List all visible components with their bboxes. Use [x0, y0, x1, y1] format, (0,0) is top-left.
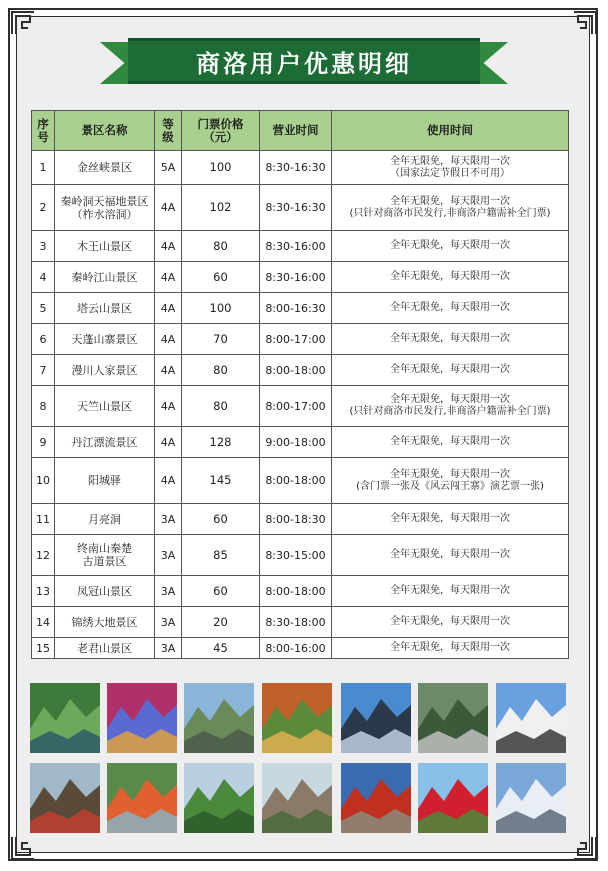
scenery-photo	[107, 763, 177, 833]
cell-grade-text: 3A	[160, 584, 176, 598]
cell-price	[182, 293, 260, 324]
photo-image	[107, 763, 177, 833]
cell-no-text: 6	[39, 332, 47, 346]
header-no: 序 号	[32, 111, 55, 151]
cell-use	[332, 535, 569, 576]
table-body	[32, 151, 569, 659]
table-row	[32, 427, 569, 458]
cell-no	[32, 607, 55, 638]
cell-hours-text: 8:30-16:00	[265, 239, 326, 253]
cell-no	[32, 427, 55, 458]
cell-no-text: 13	[36, 584, 50, 598]
cell-no-text: 11	[36, 512, 50, 526]
cell-use-text: (只针对商洛市民发行,非商洛户籍需补全门票)	[349, 406, 551, 417]
cell-use	[332, 185, 569, 231]
cell-hours-text: 8:00-18:00	[265, 584, 326, 598]
cell-grade	[155, 576, 182, 607]
table-row	[32, 355, 569, 386]
cell-use-text: 全年无限免，每天限用一次	[390, 585, 510, 596]
cell-price	[182, 427, 260, 458]
cell-grade	[155, 324, 182, 355]
cell-use-text: 全年无限免，每天限用一次	[390, 468, 510, 480]
cell-grade-text: 4A	[160, 239, 176, 253]
cell-use	[332, 576, 569, 607]
scenery-photo	[341, 763, 411, 833]
cell-no-text: 7	[39, 363, 47, 377]
table-header-row	[32, 111, 569, 151]
cell-no-text: 8	[39, 399, 47, 413]
cell-use	[332, 504, 569, 535]
cell-no	[32, 458, 55, 504]
cell-price-text: 60	[213, 511, 228, 526]
cell-use	[332, 324, 569, 355]
cell-use-text: （国家法定节假日不可用）	[390, 167, 510, 179]
cell-name	[55, 576, 155, 607]
cell-use-text: 全年无限免，每天限用一次	[390, 333, 510, 344]
photo-image	[30, 683, 100, 753]
cell-use-text: (只针对商洛市民发行,非商洛户籍需补全门票)	[349, 207, 551, 219]
cell-use-text: 全年无限免，每天限用一次	[390, 616, 510, 627]
cell-grade	[155, 535, 182, 576]
cell-grade	[155, 185, 182, 231]
cell-no-text: 1	[39, 161, 47, 174]
table-row	[32, 324, 569, 355]
cell-price	[182, 386, 260, 427]
cell-hours	[260, 324, 332, 355]
scenery-photo	[341, 683, 411, 753]
cell-price	[182, 607, 260, 638]
cell-name-text: 凤冠山景区	[77, 584, 132, 598]
cell-hours-text: 8:00-16:30	[265, 301, 326, 315]
cell-name-text: 塔云山景区	[77, 301, 132, 315]
cell-grade-text: 4A	[160, 201, 176, 214]
header-grade: 等 级	[155, 111, 182, 151]
cell-grade-text: 4A	[160, 301, 176, 315]
cell-no	[32, 231, 55, 262]
table-row	[32, 231, 569, 262]
scenery-photo	[418, 683, 488, 753]
table-row	[32, 151, 569, 185]
cell-grade	[155, 262, 182, 293]
cell-name-text: 天竺山景区	[77, 399, 132, 413]
cell-price	[182, 576, 260, 607]
cell-name	[55, 638, 155, 659]
photo-image	[184, 683, 254, 753]
cell-use	[332, 427, 569, 458]
photo-image	[496, 763, 566, 833]
cell-no	[32, 504, 55, 535]
table-row	[32, 576, 569, 607]
cell-use-text: 全年无限免，每天限用一次	[390, 195, 510, 207]
cell-use	[332, 293, 569, 324]
cell-price-text: 145	[209, 473, 232, 487]
cell-no	[32, 293, 55, 324]
cell-name-text: 金丝峡景区	[77, 161, 132, 174]
cell-hours	[260, 607, 332, 638]
cell-price-text: 80	[213, 362, 228, 377]
cell-no	[32, 638, 55, 659]
cell-price	[182, 231, 260, 262]
cell-no-text: 10	[36, 474, 50, 487]
table-row	[32, 504, 569, 535]
cell-hours-text: 8:30-16:00	[265, 270, 326, 284]
cell-use-text: 全年无限免，每天限用一次	[390, 549, 510, 560]
table-row	[32, 638, 569, 659]
scenery-photo	[262, 763, 332, 833]
cell-hours	[260, 504, 332, 535]
scenery-photo	[30, 763, 100, 833]
cell-name	[55, 262, 155, 293]
cell-price-text: 85	[213, 547, 228, 562]
cell-price	[182, 262, 260, 293]
cell-no	[32, 386, 55, 427]
header-use: 使用时间	[332, 111, 569, 151]
cell-grade-text: 4A	[160, 474, 176, 487]
cell-grade	[155, 355, 182, 386]
cell-use	[332, 607, 569, 638]
cell-name-text: 老君山景区	[77, 641, 132, 655]
table-row	[32, 262, 569, 293]
cell-no	[32, 576, 55, 607]
cell-hours	[260, 458, 332, 504]
cell-grade	[155, 427, 182, 458]
cell-use-text: 全年无限免，每天限用一次	[390, 436, 510, 447]
photo-image	[496, 683, 566, 753]
scenery-photo	[496, 763, 566, 833]
cell-hours	[260, 151, 332, 185]
cell-no	[32, 262, 55, 293]
cell-grade-text: 4A	[160, 399, 176, 413]
photo-image	[262, 683, 332, 753]
cell-price-text: 45	[213, 640, 228, 655]
cell-no-text: 2	[39, 201, 47, 214]
corner-ornament-icon	[10, 835, 36, 861]
cell-price-text: 100	[209, 300, 232, 315]
cell-grade-text: 4A	[160, 435, 176, 449]
cell-grade	[155, 607, 182, 638]
cell-name-text: 阳城驿	[88, 474, 121, 487]
scenery-photo	[262, 683, 332, 753]
cell-name-text: 秦岭江山景区	[71, 270, 138, 284]
cell-price-text: 100	[209, 160, 232, 174]
cell-no	[32, 324, 55, 355]
cell-name-text: （柞水溶洞）	[71, 207, 138, 221]
cell-price-text: 20	[213, 614, 228, 629]
cell-hours-text: 8:00-18:30	[265, 512, 326, 526]
cell-use	[332, 638, 569, 659]
header-name: 景区名称	[55, 111, 155, 151]
photo-image	[107, 683, 177, 753]
cell-name-text: 月亮洞	[88, 512, 121, 526]
scenery-photo	[30, 683, 100, 753]
cell-name	[55, 324, 155, 355]
cell-grade	[155, 458, 182, 504]
cell-no-text: 5	[39, 301, 47, 315]
table-row	[32, 293, 569, 324]
cell-hours-text: 8:30-16:30	[265, 201, 326, 214]
cell-name-text: 天蓬山寨景区	[71, 332, 138, 346]
cell-hours-text: 8:30-16:30	[265, 161, 326, 174]
cell-no	[32, 535, 55, 576]
photo-image	[184, 763, 254, 833]
cell-grade	[155, 151, 182, 185]
cell-no-text: 3	[39, 239, 47, 253]
cell-name	[55, 458, 155, 504]
cell-no	[32, 355, 55, 386]
cell-name-text: 终南山秦楚	[77, 542, 132, 555]
cell-name	[55, 151, 155, 185]
cell-name-text: 漫川人家景区	[71, 363, 138, 377]
cell-grade	[155, 231, 182, 262]
cell-hours-text: 8:30-18:00	[265, 615, 326, 629]
cell-name	[55, 185, 155, 231]
cell-use	[332, 231, 569, 262]
cell-price	[182, 504, 260, 535]
scenery-photo	[496, 683, 566, 753]
cell-name	[55, 355, 155, 386]
cell-hours-text: 8:00-18:00	[265, 363, 326, 377]
table-row	[32, 386, 569, 427]
cell-grade-text: 3A	[160, 641, 176, 655]
cell-grade	[155, 293, 182, 324]
cell-use-text: 全年无限免，每天限用一次	[390, 364, 510, 375]
cell-name	[55, 293, 155, 324]
cell-use	[332, 355, 569, 386]
cell-grade-text: 4A	[160, 363, 176, 377]
corner-ornament-icon	[572, 835, 598, 861]
cell-grade-text: 4A	[160, 270, 176, 284]
cell-name-text: 锦绣大地景区	[71, 615, 138, 629]
table-row	[32, 458, 569, 504]
photo-image	[262, 763, 332, 833]
cell-hours	[260, 576, 332, 607]
cell-name-text: 木王山景区	[77, 239, 132, 253]
cell-grade-text: 3A	[160, 615, 176, 629]
cell-price-text: 80	[213, 238, 228, 253]
corner-ornament-icon	[10, 10, 36, 36]
cell-use-text: 全年无限免，每天限用一次	[390, 271, 510, 282]
cell-no	[32, 151, 55, 185]
cell-no-text: 14	[36, 615, 50, 629]
cell-name	[55, 386, 155, 427]
cell-hours-text: 8:30-15:00	[265, 548, 326, 562]
cell-no-text: 9	[39, 435, 47, 449]
cell-hours	[260, 386, 332, 427]
cell-hours-text: 8:00-17:00	[265, 399, 326, 413]
cell-name	[55, 504, 155, 535]
cell-name	[55, 427, 155, 458]
cell-use-text: (含门票一张及《风云闯王寨》演艺票一张)	[356, 480, 544, 492]
cell-price	[182, 151, 260, 185]
cell-grade	[155, 638, 182, 659]
cell-grade-text: 3A	[160, 548, 176, 562]
title-banner	[100, 38, 508, 88]
cell-no-text: 12	[36, 548, 50, 562]
cell-use-text: 全年无限免，每天限用一次	[390, 302, 510, 313]
cell-hours	[260, 427, 332, 458]
header-price: 门票价格 （元）	[182, 111, 260, 151]
cell-hours-text: 9:00-18:00	[265, 435, 326, 449]
header-hours: 营业时间	[260, 111, 332, 151]
cell-use	[332, 262, 569, 293]
cell-grade-text: 4A	[160, 332, 176, 346]
cell-price-text: 60	[213, 583, 228, 598]
scenery-photo	[184, 683, 254, 753]
cell-price-text: 102	[209, 200, 232, 214]
cell-price-text: 128	[209, 434, 232, 449]
cell-price-text: 70	[213, 331, 228, 346]
table-row	[32, 607, 569, 638]
corner-ornament-icon	[572, 10, 598, 36]
scenery-photo	[418, 763, 488, 833]
cell-use-text: 全年无限免，每天限用一次	[390, 394, 510, 405]
cell-hours-text: 8:00-18:00	[265, 474, 326, 487]
cell-hours	[260, 231, 332, 262]
cell-grade-text: 3A	[160, 512, 176, 526]
cell-no	[32, 185, 55, 231]
cell-grade-text: 5A	[160, 161, 176, 174]
cell-use	[332, 386, 569, 427]
cell-price-text: 80	[213, 398, 228, 413]
cell-hours	[260, 355, 332, 386]
cell-use	[332, 151, 569, 185]
photo-image	[341, 763, 411, 833]
cell-use-text: 全年无限免，每天限用一次	[390, 155, 510, 167]
cell-price-text: 60	[213, 269, 228, 284]
cell-hours	[260, 535, 332, 576]
cell-hours-text: 8:00-16:00	[265, 641, 326, 655]
cell-price	[182, 185, 260, 231]
cell-price	[182, 535, 260, 576]
cell-name-text: 丹江漂流景区	[71, 435, 138, 449]
cell-use-text: 全年无限免，每天限用一次	[390, 513, 510, 524]
cell-grade	[155, 504, 182, 535]
cell-hours	[260, 293, 332, 324]
cell-grade	[155, 386, 182, 427]
cell-price	[182, 638, 260, 659]
photo-image	[418, 683, 488, 753]
cell-name-text: 古道景区	[82, 555, 127, 568]
cell-hours-text: 8:00-17:00	[265, 332, 326, 346]
photo-image	[418, 763, 488, 833]
photo-image	[30, 763, 100, 833]
photo-image	[341, 683, 411, 753]
scenery-photo	[107, 683, 177, 753]
cell-hours	[260, 185, 332, 231]
cell-use	[332, 458, 569, 504]
discount-table	[31, 110, 569, 659]
scenery-gallery	[30, 683, 570, 835]
table-row	[32, 535, 569, 576]
cell-hours	[260, 262, 332, 293]
cell-price	[182, 324, 260, 355]
cell-name	[55, 607, 155, 638]
cell-use-text: 全年无限免，每天限用一次	[390, 642, 510, 653]
table-row	[32, 185, 569, 231]
cell-no-text: 4	[39, 270, 47, 284]
scenery-photo	[184, 763, 254, 833]
cell-no-text: 15	[36, 641, 50, 655]
page-title: 商洛用户优惠明细	[128, 38, 480, 84]
cell-hours	[260, 638, 332, 659]
cell-price	[182, 355, 260, 386]
cell-name	[55, 535, 155, 576]
cell-use-text: 全年无限免，每天限用一次	[390, 240, 510, 251]
cell-name-text: 秦岭洞天福地景区	[60, 194, 149, 208]
cell-price	[182, 458, 260, 504]
cell-name	[55, 231, 155, 262]
